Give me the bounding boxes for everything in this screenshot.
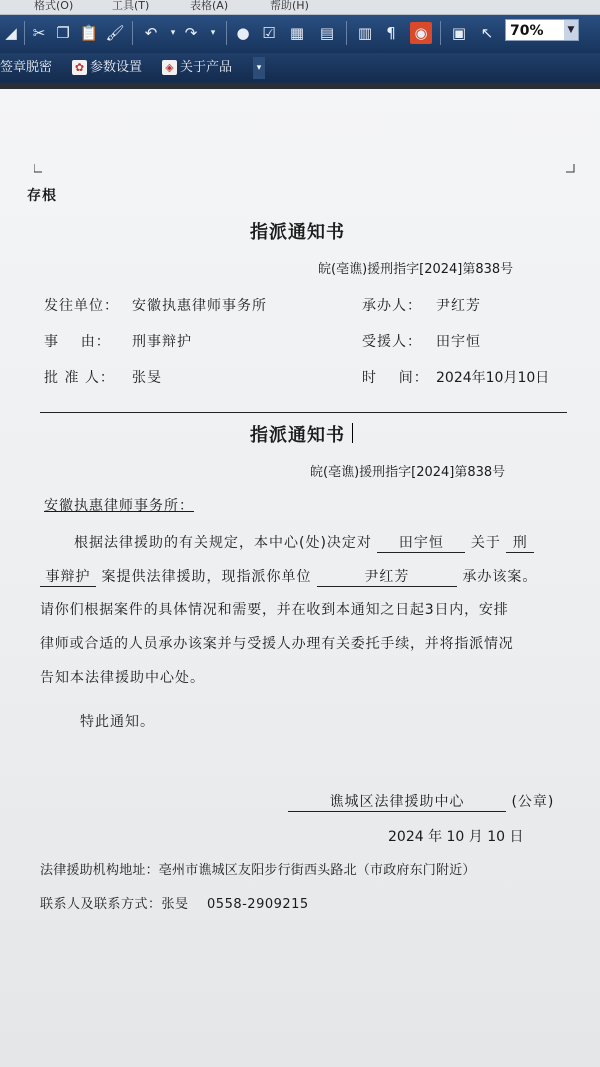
stub-value-send-unit: 安徽执惠律师事务所 — [132, 298, 267, 314]
notice-recipient: 田宇恒 — [377, 532, 465, 553]
page-corner-mark — [34, 164, 43, 173]
paste-icon[interactable]: 📋 — [79, 24, 99, 42]
stub-value-matter: 刑事辩护 — [132, 334, 192, 350]
menu-table[interactable]: 表格(A) — [190, 0, 229, 12]
user-icon[interactable]: ● — [236, 24, 250, 42]
button-label: 签章脱密 — [0, 60, 53, 75]
zoom-value: 70% — [510, 23, 544, 39]
text-cursor — [352, 423, 353, 443]
notice-seal: (公章) — [511, 794, 555, 810]
stub-value-handler: 尹红芳 — [436, 298, 481, 314]
toolbar-separator — [132, 21, 133, 45]
stub-label-recipient: 受援人： — [362, 334, 422, 350]
notice-contact: 联系人及联系方式：张旻 0558-2909215 — [40, 897, 309, 912]
undo-icon[interactable]: ↶ — [144, 24, 158, 42]
gear-icon: ✿ — [72, 60, 87, 75]
stub-label-handler: 承办人： — [362, 298, 422, 314]
stub-label-matter: 事 由： — [44, 334, 111, 350]
notice-line4: 律师或合适的人员承办该案并与受援人办理有关委托手续，并将指派情况 — [40, 636, 514, 652]
toolbar-separator — [24, 21, 25, 45]
notice-line1 — [74, 532, 534, 553]
undo-dropdown-icon[interactable]: ▾ — [170, 28, 176, 38]
copy-icon[interactable]: ❐ — [56, 24, 70, 42]
seal-declassify-button[interactable] — [0, 57, 52, 79]
redo-icon[interactable]: ↷ — [184, 24, 198, 42]
redo-dropdown-icon[interactable]: ▾ — [210, 28, 216, 38]
notice-line2 — [40, 566, 537, 587]
notice-p2-end: 承办该案。 — [462, 569, 538, 585]
notice-line5: 告知本法律援助中心处。 — [40, 670, 205, 686]
stub-label-time: 时 间： — [362, 370, 429, 386]
notice-date: 2024 年 10 月 10 日 — [388, 829, 524, 845]
notice-case-part2: 事辩护 — [40, 566, 96, 587]
check-table-icon[interactable]: ☑ — [262, 24, 276, 42]
notice-case-part1: 刑 — [506, 532, 534, 553]
stub-value-time: 2024年10月10日 — [436, 370, 550, 386]
record-icon[interactable]: ◉ — [410, 22, 432, 44]
print-preview-icon[interactable]: ▣ — [451, 24, 467, 42]
cut-icon[interactable]: ✂ — [32, 24, 46, 42]
brush-icon[interactable]: 🖌 — [105, 24, 125, 42]
menu-tools[interactable]: 工具(T) — [112, 0, 150, 12]
chevron-down-icon[interactable]: ▼ — [564, 20, 578, 40]
stub-value-approver: 张旻 — [132, 370, 162, 386]
stub-label-send-unit: 发往单位： — [44, 298, 119, 314]
toolbar-overflow-icon[interactable]: ▾ — [253, 57, 265, 79]
toolbar-separator — [346, 21, 347, 45]
notice-p2-mid: 案提供法律援助，现指派你单位 — [101, 569, 312, 585]
document-page[interactable] — [0, 89, 600, 1067]
notice-line3: 请你们根据案件的具体情况和需要，并在收到本通知之日起3日内，安排 — [40, 602, 509, 618]
menu-help[interactable]: 帮助(H) — [270, 0, 309, 12]
menu-format[interactable]: 格式(O) — [34, 0, 74, 12]
section-divider — [40, 412, 567, 413]
zoom-select[interactable] — [505, 19, 579, 41]
notice-center-line — [288, 791, 554, 812]
format-painter-icon[interactable]: ◢ — [5, 24, 17, 42]
stub-label-approver: 批 准 人： — [44, 370, 115, 386]
notice-doc-number: 皖(亳谯)援刑指字[2024]第838号 — [310, 465, 506, 480]
paragraph-icon[interactable]: ¶ — [386, 24, 396, 42]
info-icon: ◈ — [162, 60, 177, 75]
stub-title: 指派通知书 — [250, 222, 345, 243]
help-pointer-icon[interactable]: ↖ — [480, 24, 494, 42]
parameter-settings-button[interactable] — [72, 57, 142, 79]
notice-p1-before: 根据法律援助的有关规定，本中心(处)决定对 — [74, 535, 372, 551]
button-label: 参数设置 — [90, 60, 143, 75]
merge-table-icon[interactable]: ▤ — [319, 24, 335, 42]
notice-p1-about: 关于 — [470, 535, 501, 551]
button-label: 关于产品 — [180, 60, 233, 75]
plugin-toolbar — [0, 53, 600, 83]
menu-bar — [0, 0, 600, 15]
table-icon[interactable]: ▦ — [289, 24, 305, 42]
page-corner-mark — [566, 164, 575, 173]
notice-title: 指派通知书 — [250, 425, 345, 446]
toolbar-separator — [226, 21, 227, 45]
notice-closing: 特此通知。 — [80, 714, 155, 730]
stub-tag: 存根 — [27, 188, 57, 204]
notice-center: 谯城区法律援助中心 — [288, 791, 506, 812]
notice-handler: 尹红芳 — [317, 566, 457, 587]
columns-icon[interactable]: ▥ — [357, 24, 373, 42]
stub-doc-number: 皖(亳谯)援刑指字[2024]第838号 — [318, 262, 514, 277]
stub-value-recipient: 田宇恒 — [436, 334, 481, 350]
notice-address: 法律援助机构地址：亳州市谯城区友阳步行街西头路北（市政府东门附近） — [40, 863, 476, 878]
notice-addressee: 安徽执惠律师事务所： — [44, 498, 194, 514]
about-product-button[interactable] — [162, 57, 232, 79]
toolbar-separator — [440, 21, 441, 45]
